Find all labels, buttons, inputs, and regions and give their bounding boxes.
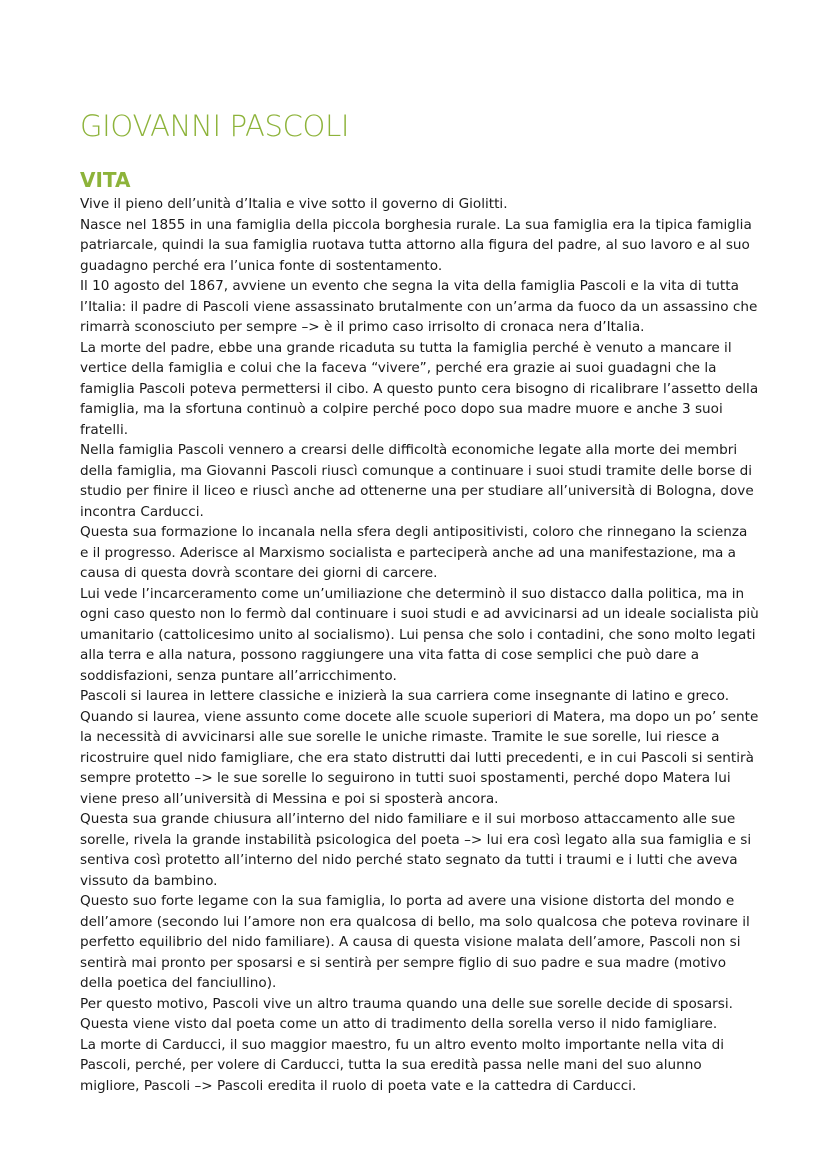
document-title: GIOVANNI PASCOLI (80, 109, 350, 143)
paragraph: Pascoli si laurea in lettere classiche e inizierà la sua carriera come insegnante di latino e greco. Quando si laurea, viene assunto come docete alle scuole superiori di Matera, ma dopo un po’ sente la necessità di avvicinarsi alle sue sorelle le uniche rimaste. Tramite le sue sorelle, lui riesce a ricostruire quel nido famigliare, che era stato distrutti dai lutti precedenti, e in cui Pascoli si sentirà sempre protetto –> le sue sorelle lo seguirono in tutti suoi spostamenti, perché dopo Matera lui viene preso all’università di Messina e poi si sposterà ancora. (80, 688, 759, 807)
paragraph: Il 10 agosto del 1867, avviene un evento che segna la vita della famiglia Pascoli e la vita di tutta l’Italia: il padre di Pascoli viene assassinato brutalmente con un’arma da fuoco da un assassino che rimarrà sconosciuto per sempre –> è il primo caso irrisolto di cronaca nera d’Italia. (80, 278, 758, 335)
paragraph: La morte del padre, ebbe una grande ricaduta su tutta la famiglia perché è venuto a mancare il vertice della famiglia e colui che la faceva “vivere”, perché era grazie ai suoi guadagni che la famiglia Pascoli poteva permettersi il cibo. A questo punto cera bisogno di ricalibrare l’assetto della famiglia, ma la sfortuna continuò a colpire perché poco dopo sua madre muore e anche 3 suoi fratelli. (80, 339, 759, 438)
document-page (80, 108, 760, 1096)
paragraph: Questa sua grande chiusura all’interno del nido familiare e il sui morboso attaccamento alle sue sorelle, rivela la grande instabilità psicologica del poeta –> lui era così legato alla sua famiglia e si sentiva così protetto all’interno del nido perché stato segnato da tutti i traumi e i lutti che aveva vissuto da bambino. (80, 811, 752, 889)
section-body (80, 194, 760, 1096)
paragraph: Questo suo forte legame con la sua famiglia, lo porta ad avere una visione distorta del mondo e dell’amore (secondo lui l’amore non era qualcosa di bello, ma solo qualcosa che poteva rovinare il perfetto equilibrio del nido familiare). A causa di questa visione malata dell’amore, Pascoli non si sentirà mai pronto per sposarsi e si sentirà per sempre figlio di suo padre e sua madre (motivo della poetica del fanciullino). (80, 893, 750, 991)
section-heading-vita: VITA (80, 168, 131, 192)
paragraph: Vive il pieno dell’unità d’Italia e vive sotto il governo di Giolitti. (80, 196, 508, 212)
paragraph: Nasce nel 1855 in una famiglia della piccola borghesia rurale. La sua famiglia era la tipica famiglia patriarcale, quindi la sua famiglia ruotava tutta attorno alla figura del padre, al suo lavoro e al suo guadagno perché era l’unica fonte di sostentamento. (80, 216, 752, 274)
paragraph: Lui vede l’incarceramento come un’umiliazione che determinò il suo distacco dalla politica, ma in ogni caso questo non lo fermò dal continuare i suoi studi e ad avvicinarsi ad un ideale socialista più umanitario (cattolicesimo unito al socialismo). Lui pensa che solo i contadini, che sono molto legati alla terra e alla natura, possono raggiungere una vita fatta di cose semplici che può dare a soddisfazioni, senza puntare all’arricchimento. (80, 585, 759, 684)
paragraph: Per questo motivo, Pascoli vive un altro trauma quando una delle sue sorelle decide di sposarsi. Questa viene visto dal poeta come un atto di tradimento della sorella verso il nido famigliare. (80, 995, 733, 1032)
paragraph: Questa sua formazione lo incanala nella sfera degli antipositivisti, coloro che rinnegano la scienza e il progresso. Aderisce al Marxismo socialista e parteciperà anche ad una manifestazione, ma a causa di questa dovrà scontare dei giorni di carcere. (80, 524, 748, 581)
paragraph: Nella famiglia Pascoli vennero a crearsi delle difficoltà economiche legate alla morte dei membri della famiglia, ma Giovanni Pascoli riuscì comunque a continuare i suoi studi tramite delle borse di studio per finire il liceo e riuscì anche ad ottenerne una per studiare all’università di Bologna, dove incontra Carducci. (80, 442, 754, 520)
paragraph: La morte di Carducci, il suo maggior maestro, fu un altro evento molto importante nella vita di Pascoli, perché, per volere di Carducci, tutta la sua eredità passa nelle mani del suo alunno migliore, Pascoli –> Pascoli eredita il ruolo di poeta vate e la cattedra di Carducci. (80, 1036, 725, 1094)
